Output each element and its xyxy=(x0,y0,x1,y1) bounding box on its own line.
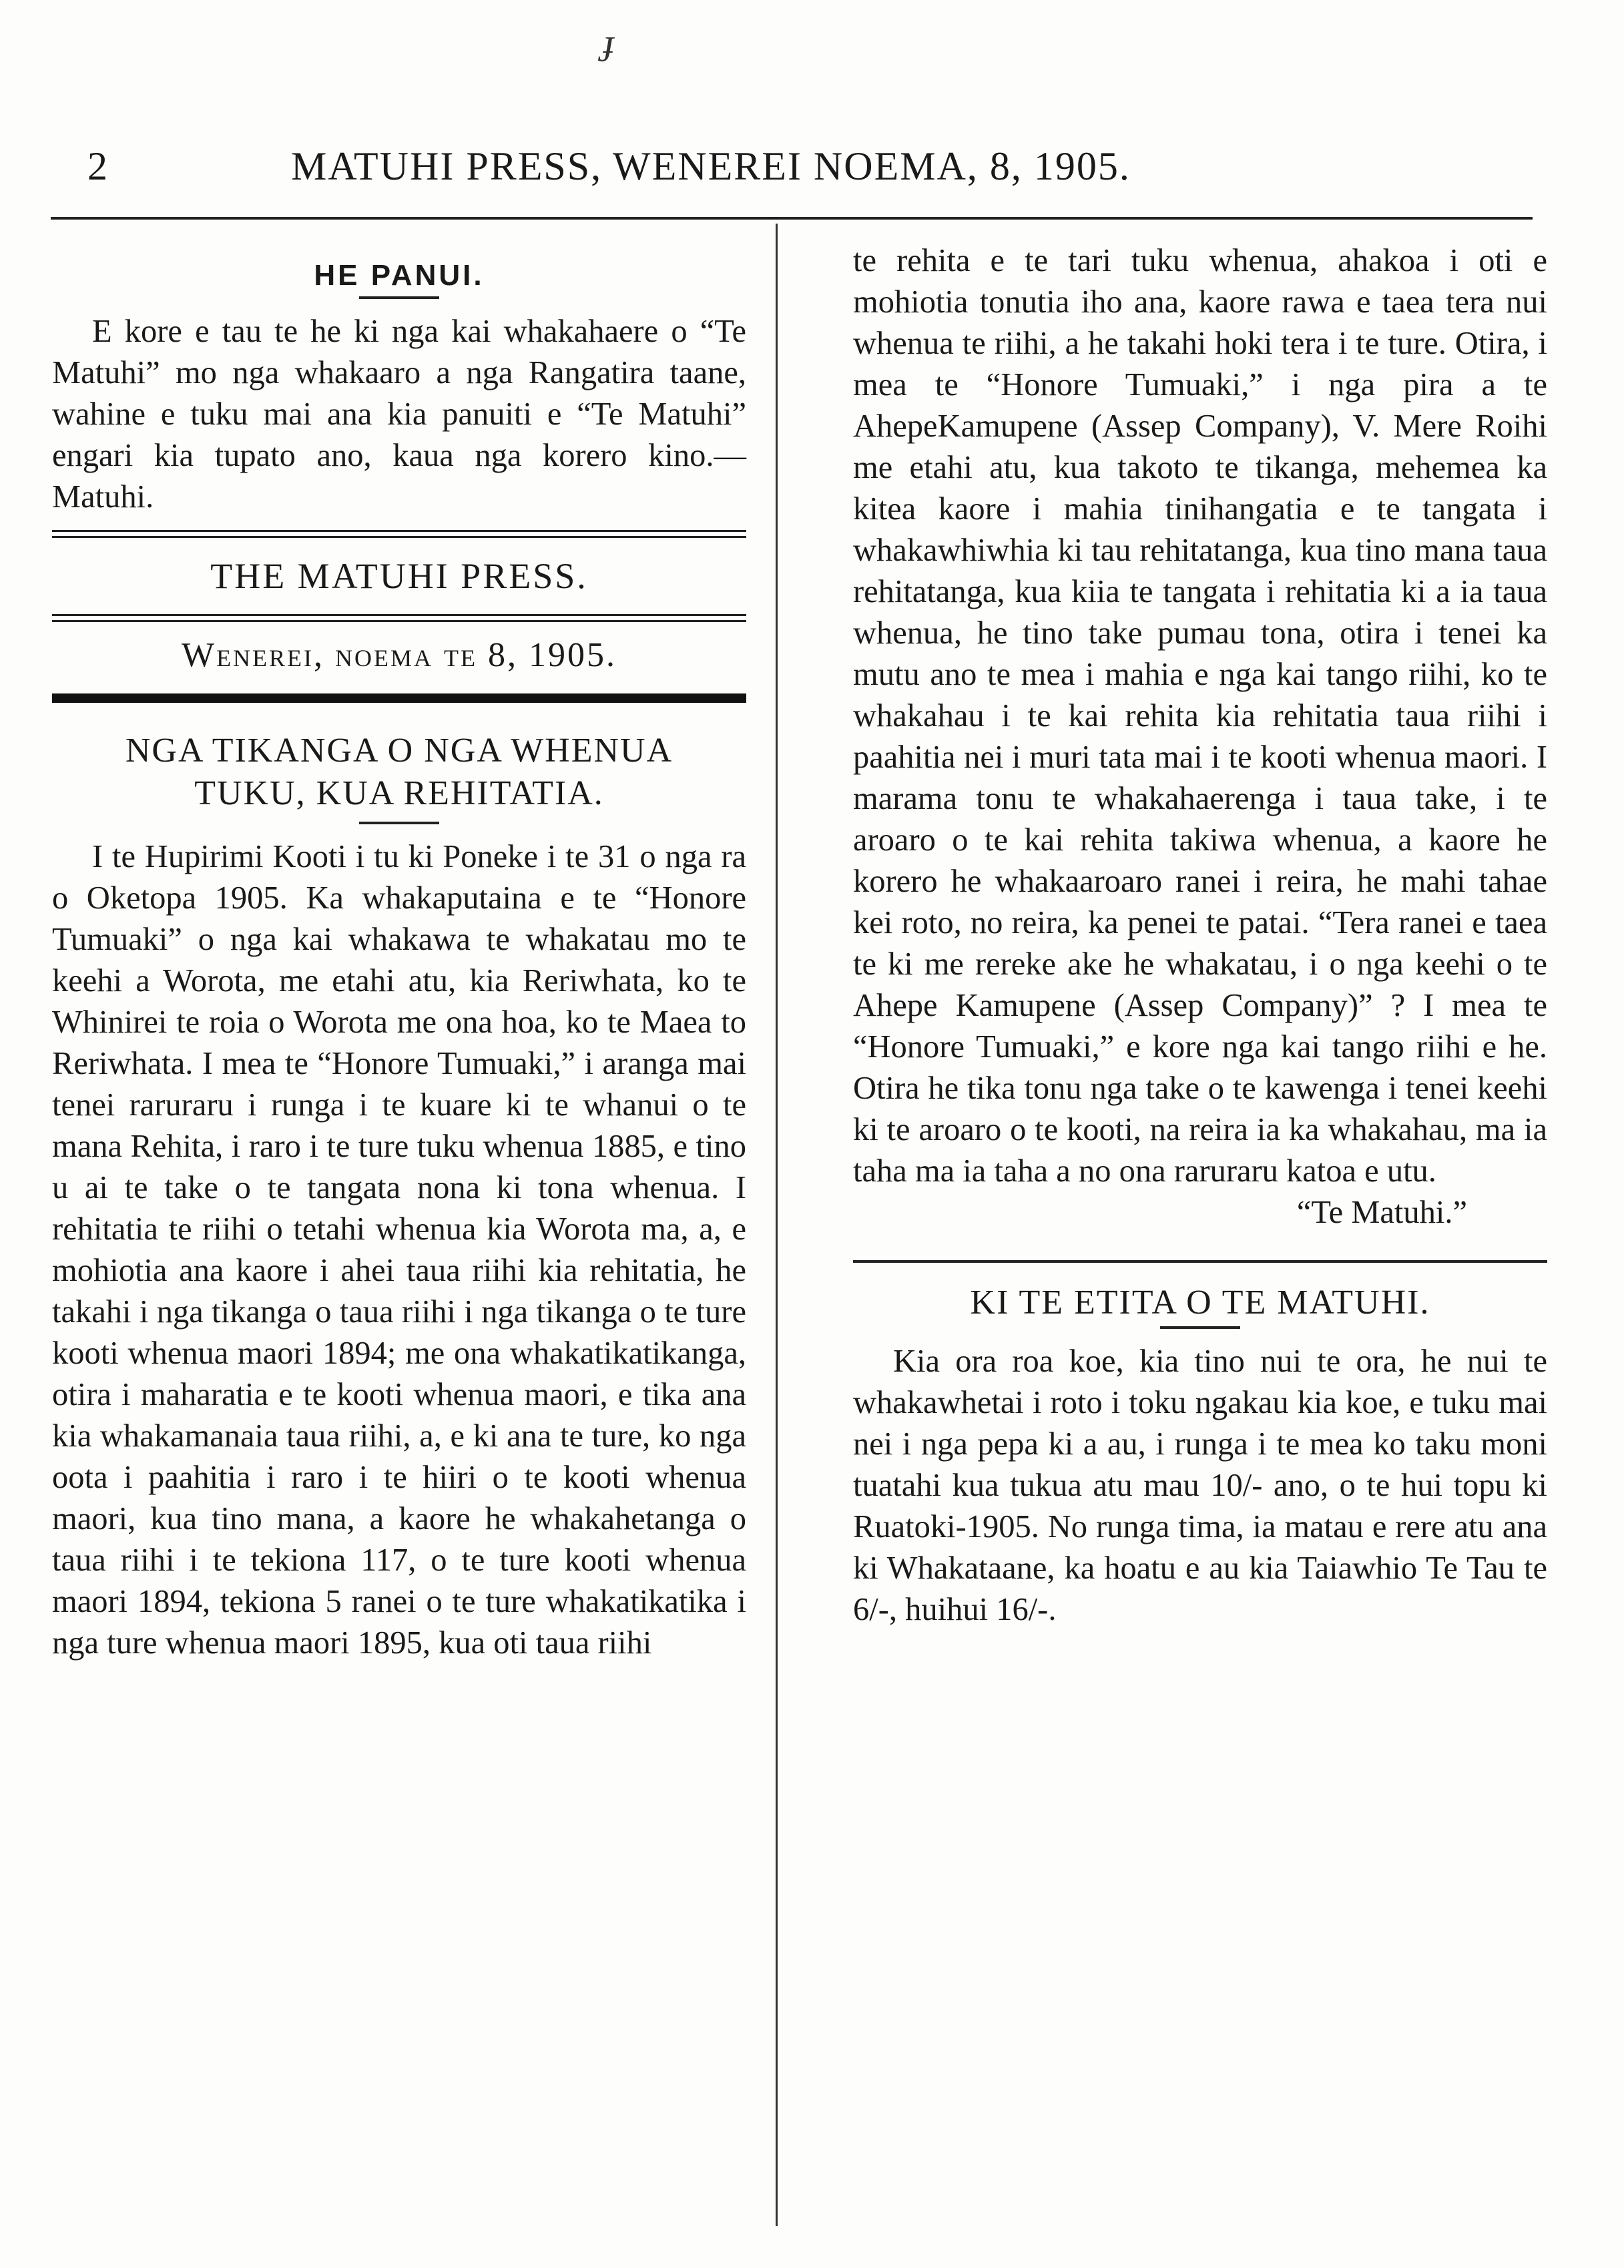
masthead: THE MATUHI PRESS. xyxy=(210,556,588,596)
article-title-line1: NGA TIKANGA O NGA WHENUA xyxy=(125,732,673,770)
page-header xyxy=(51,144,1533,204)
column-divider xyxy=(776,224,778,2226)
letter-rule xyxy=(853,1260,1547,1263)
dateline-rule xyxy=(52,693,746,703)
notice-heading: HE PANUI. xyxy=(314,259,485,292)
letter-title: KI TE ETITA O TE MATUHI. xyxy=(970,1284,1430,1322)
page-mark: ɟ xyxy=(604,22,615,62)
page-title: MATUHI PRESS, WENEREI NOEMA, 8, 1905. xyxy=(291,144,1131,188)
article-body-right: te rehita e te tari tuku whenua, ahakoa i oti e mohiotia tonutia iho ana, kaore rawa e taea tera nui whenua te riihi, a he takahi hoki tera i te ture. Otira, i mea te “Honore Tumuaki,” i nga pira a te AhepeKamupene (Assep Company), V. Mere Roihi me etahi atu, kua takoto te tikanga, mehemea ka kitea kaore i mahia tinihangatia e te tangata i whakawhiwhia ki tau rehitatanga, kua tino mana taua rehitatanga, kua kiia te tangata i rehitatia ki a ia taua whenua, he tino take pumau tona, otira i tenei ka mutu ano te mea i mahia e nga kai tango riihi, ko te whakahau i te kai rehita kia rehitatia taua riihi i paahitia nei i muri tata mai i te kooti whenua maori. I marama tonu te whakahaerenga i taua take, i te aroaro o te kai rehita takiwa whenua, a kaore he korero he whakaaroaro ranei i reira, he mahi tahae kei roto, no reira, ka penei te patai. “Tera ranei e taea te ki me rereke ake he whakatau, i o nga keehi o te Ahepe Kamupene (Assep Company)” ? I mea te “Honore Tumuaki,” e kore nga kai tango riihi e he. Otira he tika tonu nga take o te kawenga i tenei keehi ki te aroaro o te kooti, na reira ia ka whakahau, ma ia taha ma ia taha a no ona raruraru katoa e utu. xyxy=(853,243,1547,1189)
header-rule xyxy=(51,217,1533,220)
masthead-top-rule xyxy=(52,530,746,538)
notice-rule xyxy=(359,296,439,299)
article-signature: “Te Matuhi.” xyxy=(1296,1195,1467,1230)
letter-body: Kia ora roa koe, kia tino nui te ora, he nui te whakawhetai i roto i toku ngakau kia koe, e tuku mai nei i nga pepa ki a au, i runga i te mea ko taku moni tuatahi kua tukua atu mau 10/- ano, o te hui topu ki Ruatoki-1905. No runga tima, ia matau e rere atu ana ki Whakataane, ka hoatu e au kia Taiawhio Te Tau te 6/-, huihui 16/-. xyxy=(853,1344,1547,1627)
article-title-line2: TUKU, KUA REHITATIA. xyxy=(194,774,604,812)
article-title-rule xyxy=(359,822,439,824)
masthead-bottom-rule xyxy=(52,614,746,622)
left-column xyxy=(52,240,746,1664)
article-body-left: I te Hupirimi Kooti i tu ki Poneke i te 31 o nga ra o Oketopa 1905. Ka whakaputaina e te “Honore Tumuaki” o nga kai whakawa te whakatau mo te keehi a Worota, me etahi atu, kia Reriwhata, ko te Whinirei te roia o Worota me ona hoa, ko te Maea to Reriwhata. I mea te “Honore Tumuaki,” i aranga mai tenei raruraru i runga i te kuare ki te whanui o te mana Rehita, i raro i te ture tuku whenua 1885, e tino u ai te take o te tangata nona ki tona whenua. I rehitatia te riihi o tetahi whenua kia Worota ma, a, e mohiotia ana kaore i ahei taua riihi kia rehitatia, he takahi i nga tikanga o taua riihi i nga tikanga o te ture kooti whenua maori 1894; me ona whakatikatikanga, otira i maharatia e te kooti whenua maori, e tika ana kia whakamanaia taua riihi, a, e ki ana te ture, ko nga oota i paahitia i raro i te hiiri o te kooti whenua maori, kua tino mana, a kaore he whakahetanga o taua riihi i te tekiona 117, o te ture kooti whenua maori 1894, tekiona 5 ranei o te ture whakatikatika i nga ture whenua maori 1895, kua oti taua riihi xyxy=(52,839,746,1661)
page-number: 2 xyxy=(87,144,109,188)
notice-body: E kore e tau te he ki nga kai whakahaere o “Te Matuhi” mo nga whakaaro a nga Rangatira taane, wahine e tuku mai ana kia panuiti e “Te Matuhi” engari kia tupato ano, kaua nga korero kino.—Matuhi. xyxy=(52,314,746,515)
right-column xyxy=(853,240,1547,1631)
letter-title-rule xyxy=(1160,1326,1240,1329)
dateline: Wenerei, noema te 8, 1905. xyxy=(181,636,617,674)
article-title xyxy=(52,730,746,815)
